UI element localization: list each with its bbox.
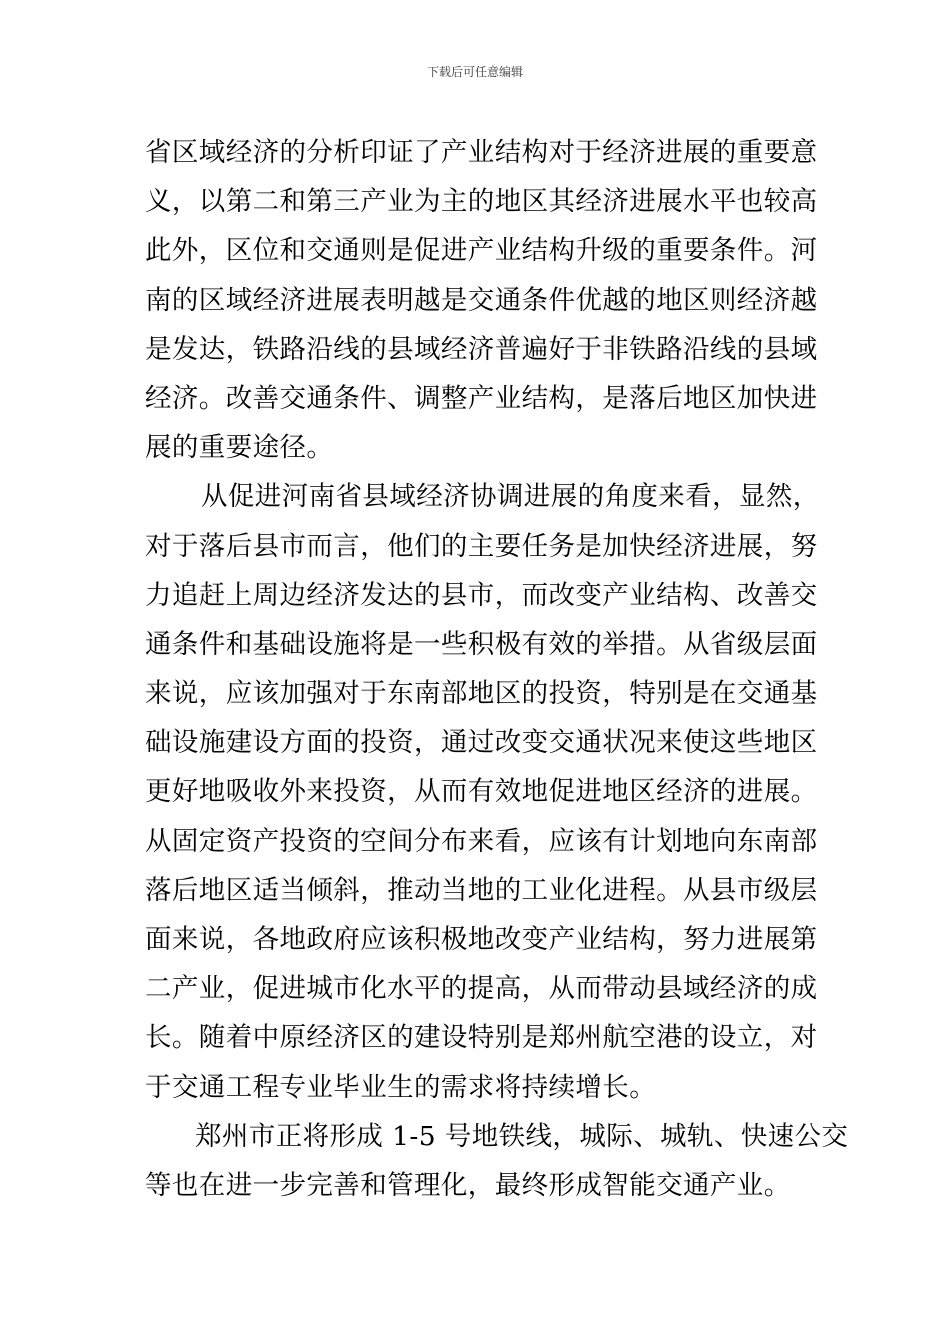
text-line: 于交通工程专业毕业生的需求将持续增长。	[145, 1071, 657, 1103]
text-line: 南的区域经济进展表明越是交通条件优越的地区则经济越	[145, 284, 818, 316]
paragraph-2	[145, 472, 820, 1111]
text-line: 此外，区位和交通则是促进产业结构升级的重要条件。河	[145, 235, 818, 267]
page-header: 下载后可任意编辑	[426, 65, 523, 79]
text-line: 对于落后县市而言，他们的主要任务是加快经济进展，努	[145, 530, 818, 562]
text-line: 经济。改善交通条件、调整产业结构，是落后地区加快进	[145, 382, 818, 414]
paragraph-3	[145, 1112, 849, 1210]
text-line: 二产业，促进城市化水平的提高，从而带动县域经济的成	[145, 973, 818, 1005]
text-line: 通条件和基础设施将是一些积极有效的举措。从省级层面	[145, 628, 818, 660]
text-line: 义，以第二和第三产业为主的地区其经济进展水平也较高	[145, 186, 818, 218]
text-line: 面来说，各地政府应该积极地改变产业结构，努力进展第	[145, 924, 818, 955]
text-line: 更好地吸收外来投资，从而有效地促进地区经济的进展。	[145, 776, 818, 808]
text-line: 落后地区适当倾斜，推动当地的工业化进程。从县市级层	[145, 874, 818, 906]
text-line: 力追赶上周边经济发达的县市，而改变产业结构、改善交	[145, 579, 818, 611]
document-body	[145, 128, 849, 1210]
text-line: 郑州市正将形成 1-5 号地铁线，城际、城轨、快速公交	[195, 1120, 849, 1152]
text-line: 从固定资产投资的空间分布来看，应该有计划地向东南部	[145, 825, 818, 857]
text-line: 等也在进一步完善和管理化，最终形成智能交通产业。	[145, 1169, 791, 1201]
text-line: 来说，应该加强对于东南部地区的投资，特别是在交通基	[145, 678, 818, 710]
text-line: 是发达，铁路沿线的县域经济普遍好于非铁路沿线的县域	[145, 333, 818, 365]
text-line: 础设施建设方面的投资，通过改变交通状况来使这些地区	[145, 727, 818, 759]
text-line: 从促进河南省县域经济协调进展的角度来看，显然，	[201, 481, 820, 513]
text-line: 省区域经济的分析印证了产业结构对于经济进展的重要意	[145, 137, 818, 168]
text-line: 长。随着中原经济区的建设特别是郑州航空港的设立，对	[145, 1022, 818, 1054]
paragraph-1	[145, 128, 818, 472]
text-line: 展的重要途径。	[145, 432, 334, 464]
